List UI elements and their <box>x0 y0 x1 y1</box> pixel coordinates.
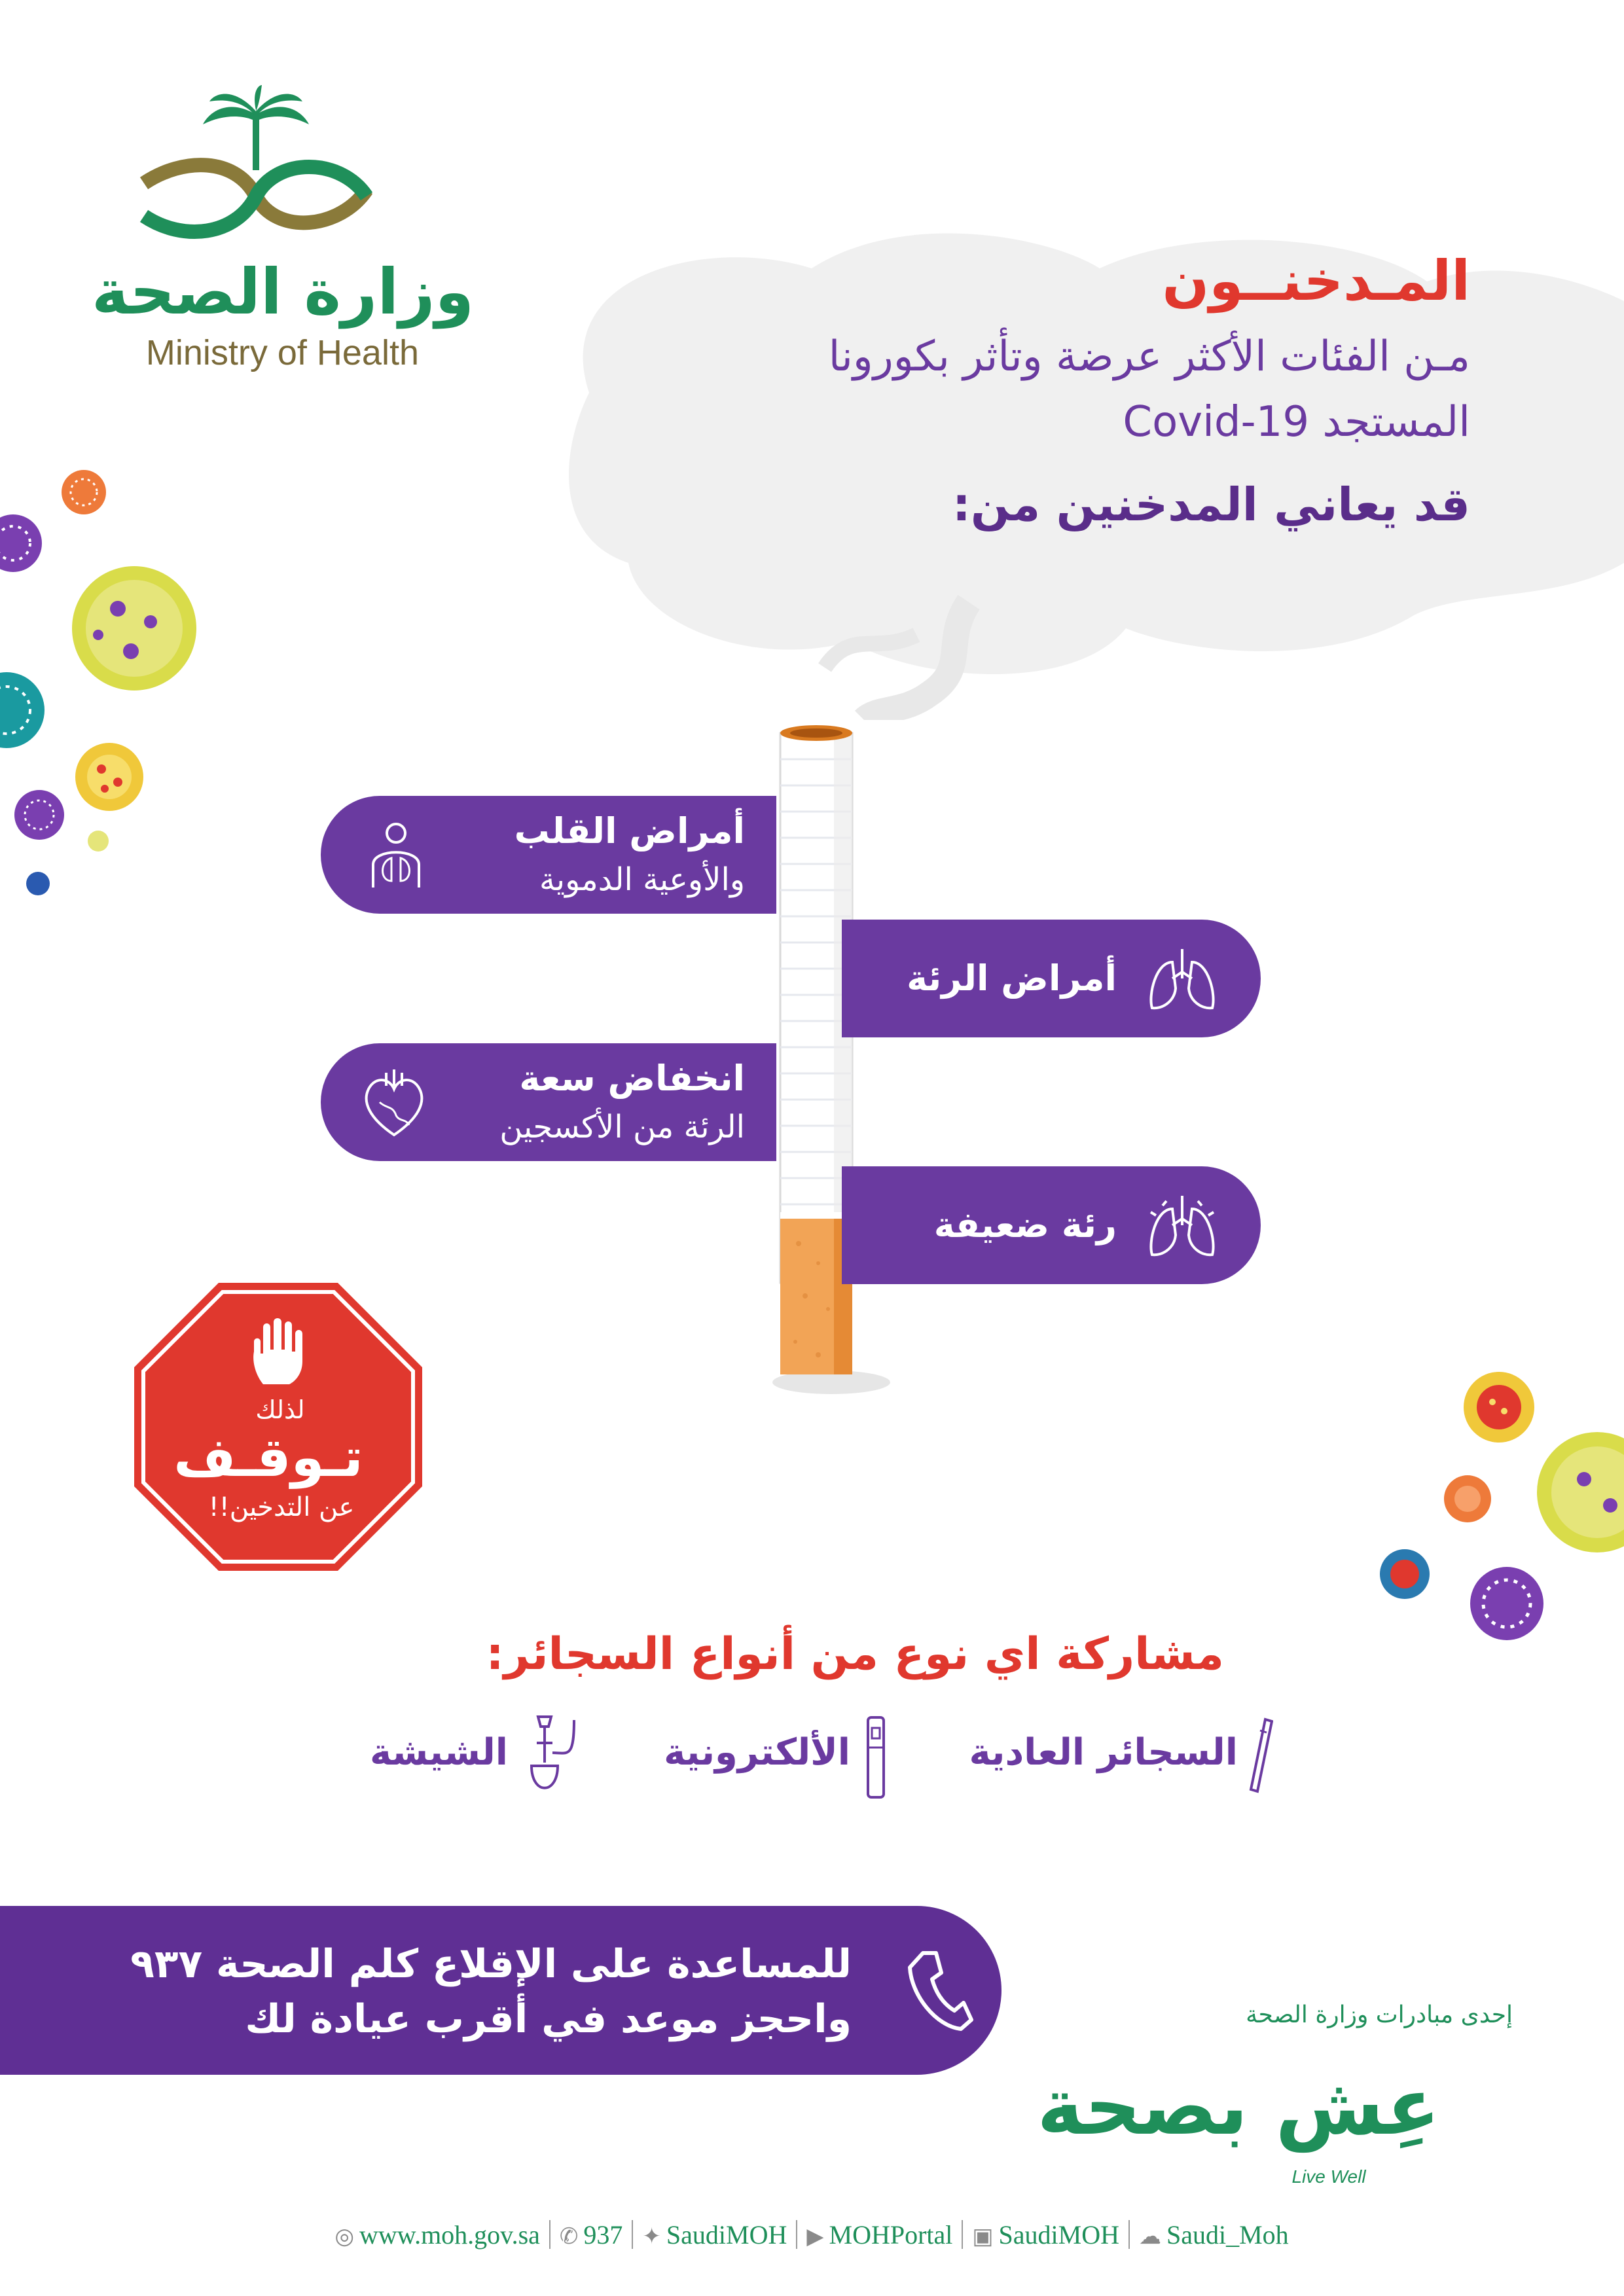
footer-contacts <box>249 2215 1375 2254</box>
risk-sign-low-oxygen <box>321 1043 776 1161</box>
type-label-regular: السجائر العادية <box>969 1731 1238 1774</box>
footer-website-text: www.moh.gov.sa <box>359 2219 540 2250</box>
hand-stop-icon <box>249 1316 314 1388</box>
live-well-logo-en: Live Well <box>1291 2166 1366 2187</box>
cigarette-icon <box>1247 1716 1273 1795</box>
shisha-icon <box>518 1713 577 1799</box>
initiative-label: إحدى مبادرات وزارة الصحة <box>1246 2001 1513 2028</box>
youtube-icon: ▶ <box>806 2224 824 2249</box>
ministry-logo-icon <box>131 85 380 249</box>
globe-icon: ◎ <box>334 2224 354 2249</box>
footer-snapchat-text: Saudi_Moh <box>1166 2219 1289 2250</box>
footer-phone-text: 937 <box>583 2219 623 2250</box>
footer-facebook[interactable] <box>963 2219 1128 2250</box>
body-lungs-icon <box>360 819 432 891</box>
snapchat-icon: ☁ <box>1138 2224 1161 2249</box>
twitter-icon: ✦ <box>642 2224 661 2249</box>
subtitle-line-1: مـن الفئات الأكثر عرضة وتأثر بكورونا <box>828 332 1470 381</box>
risk-sign-heart-disease <box>321 796 776 914</box>
risk-title: رئة ضعيفة <box>933 1204 1117 1246</box>
risk-subtitle: الرئة من الأكسجين <box>499 1109 745 1145</box>
subtitle-line-3: قد يعاني المدخنين من: <box>952 478 1470 531</box>
heart-icon <box>357 1066 432 1141</box>
ministry-name-en: Ministry of Health <box>145 333 419 372</box>
help-line-1: للمساعدة على الإقلاع كلم الصحة ٩٣٧ <box>130 1941 852 1987</box>
lungs-icon <box>1143 942 1221 1014</box>
subtitle-line-2: المستجد Covid-19 <box>1123 398 1470 446</box>
footer-twitter[interactable] <box>633 2219 796 2250</box>
footer-phone[interactable] <box>550 2219 632 2250</box>
virus-decoration-right <box>1362 1368 1624 1643</box>
help-line-2: واحجز موعد في أقرب عيادة لك <box>245 1996 852 2042</box>
facebook-icon: ▣ <box>972 2224 994 2249</box>
footer-facebook-text: SaudiMOH <box>998 2219 1119 2250</box>
cigarette-illustration <box>766 720 897 1401</box>
risk-title: انخفاض سعة <box>519 1058 745 1099</box>
risk-title: أمراض القلب <box>514 810 745 852</box>
footer-twitter-text: SaudiMOH <box>666 2219 787 2250</box>
footer-snapchat[interactable] <box>1130 2219 1298 2250</box>
phone-icon[interactable] <box>903 1948 975 2033</box>
types-title: مشاركة اي نوع من أنواع السجائر: <box>486 1628 1224 1680</box>
stop-sign-line-2: تـوقـف <box>173 1427 363 1489</box>
footer-youtube-text: MOHPortal <box>829 2219 953 2250</box>
damaged-lungs-icon <box>1143 1189 1221 1261</box>
help-banner <box>0 1906 1001 2075</box>
footer-website[interactable] <box>325 2219 549 2250</box>
virus-decoration-left <box>0 458 223 903</box>
risk-sign-weak-lungs <box>842 1166 1261 1284</box>
risk-sign-lung-disease <box>842 920 1261 1037</box>
ministry-name-ar: وزارة الصحة <box>92 255 475 329</box>
footer-youtube[interactable] <box>797 2219 962 2250</box>
phone-icon: ✆ <box>559 2224 579 2249</box>
risk-title: أمراض الرئة <box>907 958 1117 999</box>
type-label-electronic: الألكترونية <box>664 1731 850 1774</box>
e-cigarette-icon <box>863 1715 889 1800</box>
stop-sign-line-3: عن التدخين!! <box>208 1492 355 1522</box>
live-well-logo-ar: عِش بصحة <box>1037 2062 1440 2153</box>
stop-sign-line-1: لذلك <box>255 1395 305 1424</box>
risk-subtitle: والأوعية الدموية <box>539 861 745 898</box>
type-label-shisha: الشيشة <box>369 1731 508 1774</box>
page-title: المـدخنــون <box>1162 249 1470 313</box>
